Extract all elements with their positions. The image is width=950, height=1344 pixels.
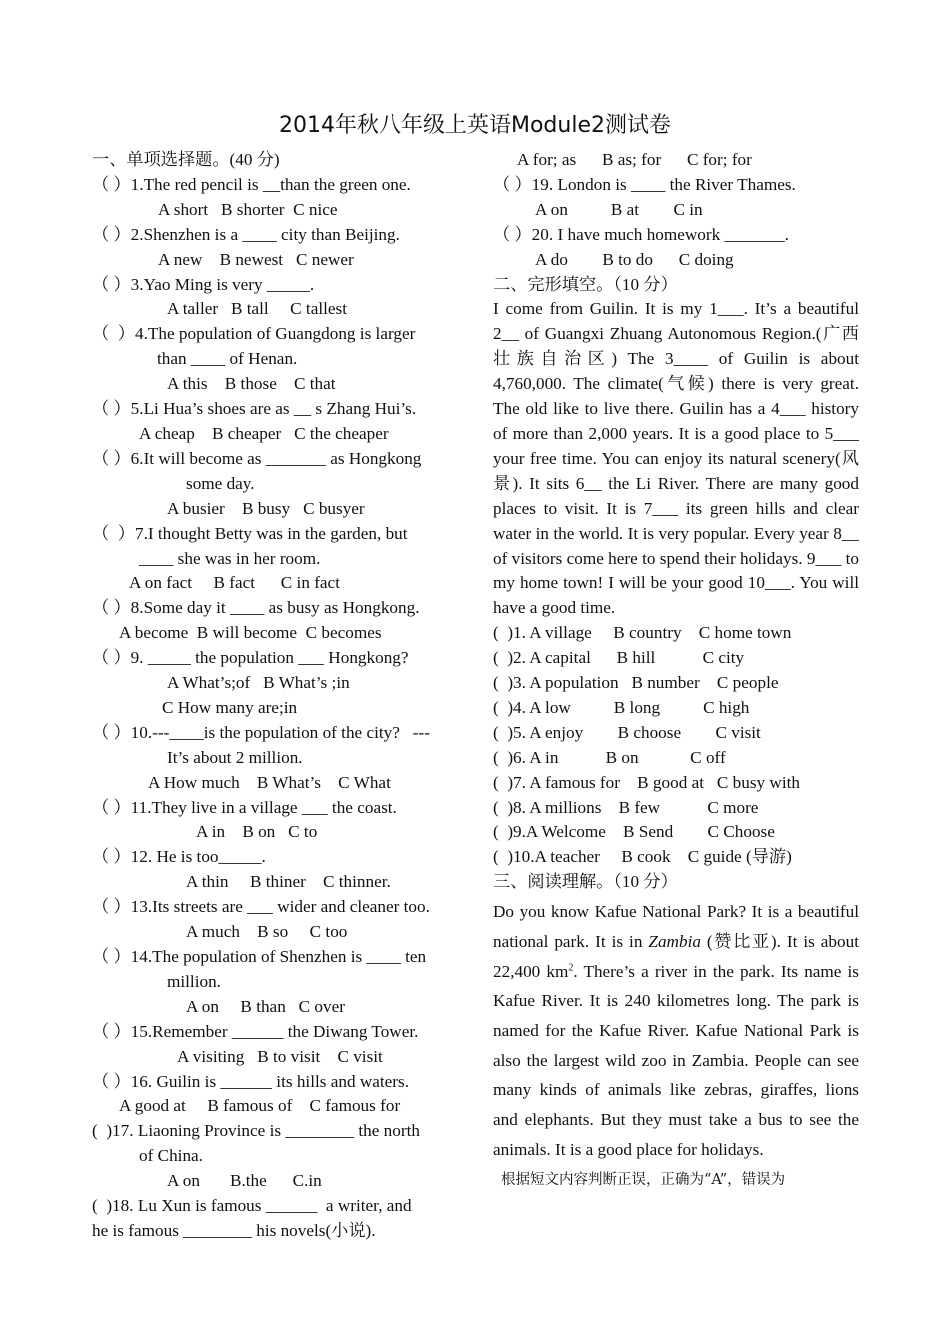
question-line: （ ）16. Guilin is ______ its hills and waters. xyxy=(92,1071,410,1091)
question-line: A What’s;of B What’s ;in xyxy=(167,673,350,693)
question-line: C How many are;in xyxy=(162,697,298,717)
question-line: 二、完形填空。（10 分） xyxy=(493,274,678,294)
right-column xyxy=(493,148,859,1195)
cloze-option-line: ( )7. A famous for B good at C busy with xyxy=(493,772,800,792)
cloze-options xyxy=(493,621,859,870)
page-title: 2014年秋八年级上英语Module2测试卷 xyxy=(279,113,671,138)
question-line: A much B so C too xyxy=(186,922,348,942)
question-line: A taller B tall C tallest xyxy=(167,299,347,319)
reading-text-1: Do you know Kafue National Park? It is a beautiful national park. It is in xyxy=(493,902,859,951)
question-line: A on B at C in xyxy=(535,199,703,219)
question-line: ( )18. Lu Xun is famous ______ a writer, and xyxy=(92,1196,412,1216)
reading-zambia: Zambia xyxy=(648,931,701,951)
reading-text-3: . There’s a river in the park. Its name is Kafue River. It is 240 kilometres long. The park is named for the Kafue River. Kafue National Park is also the largest wild zoo in Zambia. People can see many kinds of animals like zebras, giraffes, lions and elephants. But they must take a bus to see the animals. It is a good place for holidays. xyxy=(493,961,859,1159)
cloze-option-line: ( )4. A low B long C high xyxy=(493,697,750,717)
question-line: he is famous ________ his novels(小说). xyxy=(92,1220,376,1240)
cloze-option-line: ( )10.A teacher B cook C guide (导游) xyxy=(493,847,792,867)
question-line: （ ）14.The population of Shenzhen is ____ ten xyxy=(92,947,427,966)
question-line: 一、单项选择题。(40 分) xyxy=(92,150,280,169)
reading-superscript: 2 xyxy=(568,961,574,973)
question-line: A in B on C to xyxy=(196,822,318,842)
right-top-block xyxy=(493,148,859,297)
question-line: （ ）6.It will become as _______ as Hongkong xyxy=(92,448,422,468)
cloze-option-line: ( )2. A capital B hill C city xyxy=(493,648,745,668)
question-line: A on fact B fact C in fact xyxy=(129,573,340,593)
question-line: （ ）12. He is too_____. xyxy=(92,847,266,867)
question-line: A thin B thiner C thinner. xyxy=(186,872,391,892)
question-line: A How much B What’s C What xyxy=(148,772,391,792)
question-line: A on B.the C.in xyxy=(167,1171,322,1191)
question-line: （ ）11.They live in a village ___ the coast. xyxy=(92,797,397,817)
question-line: ____ she was in her room. xyxy=(139,548,321,568)
question-line: A do B to do C doing xyxy=(535,249,734,269)
question-line: （ ）20. I have much homework _______. xyxy=(493,224,789,244)
question-line: million. xyxy=(167,971,221,991)
question-line: A become B will become C becomes xyxy=(119,623,382,643)
reading-instruction: 根据短文内容判断正误，正确为“A”，错误为 xyxy=(501,1171,786,1188)
reading-passage xyxy=(493,897,859,1164)
question-line: A cheap B cheaper C the cheaper xyxy=(139,423,389,443)
cloze-option-line: ( )8. A millions B few C more xyxy=(493,797,759,817)
question-line: A on B than C over xyxy=(186,996,345,1016)
question-line: It’s about 2 million. xyxy=(167,747,303,767)
cloze-passage: I come from Guilin. It is my 1___. It’s a beautiful 2__ of Guangxi Zhuang Autonomous Region.(广西壮族自治区) The 3____ of Guilin is about 4,760,000. The climate(气候) there is very great. The old like to live there. Guilin has a 4___ history of more than 2,000 years. It is a good place to 5___ your free time. You can enjoy its natural scenery(风景). It sits 6__ the Li River. There are many good places to visit. It is 7___ its green hills and clear water in the world. It is very popular. Every year 8__ of visitors come here to spend their holidays. 9___ to my home town! I will be your good 10___. You will have a good time. xyxy=(493,299,859,618)
question-line: A good at B famous of C famous for xyxy=(119,1096,401,1116)
question-line: A new B newest C newer xyxy=(158,249,354,269)
cloze-option-line: ( )9.A Welcome B Send C Choose xyxy=(493,822,775,842)
question-line: （ ）2.Shenzhen is a ____ city than Beijing. xyxy=(92,224,400,244)
question-line: （ ）19. London is ____ the River Thames. xyxy=(493,174,796,194)
question-line: A busier B busy C busyer xyxy=(167,498,365,518)
question-line: A this B those C that xyxy=(167,374,336,394)
question-line: ( )17. Liaoning Province is ________ the north xyxy=(92,1121,420,1141)
question-line: （ ）9. _____ the population ___ Hongkong? xyxy=(92,648,409,668)
question-line: （ ）15.Remember ______ the Diwang Tower. xyxy=(92,1021,419,1041)
question-line: （ ）13.Its streets are ___ wider and cleaner too. xyxy=(92,897,430,917)
left-column xyxy=(92,148,460,1244)
question-line: than ____ of Henan. xyxy=(157,349,298,369)
question-line: some day. xyxy=(186,473,255,493)
question-line: （ ）8.Some day it ____ as busy as Hongkong. xyxy=(92,598,420,618)
reading-section-header: 三、阅读理解。（10 分） xyxy=(493,872,678,892)
reading-text-2: (赞比亚). It is about 22,400 km xyxy=(493,931,859,981)
cloze-option-line: ( )5. A enjoy B choose C visit xyxy=(493,722,761,742)
question-line: A for; as B as; for C for; for xyxy=(517,150,752,169)
question-line: （ ）7.I thought Betty was in the garden, but xyxy=(92,523,408,543)
cloze-option-line: ( )3. A population B number C people xyxy=(493,673,779,693)
question-line: A short B shorter C nice xyxy=(158,199,338,219)
cloze-option-line: ( )1. A village B country C home town xyxy=(493,623,792,643)
question-line: （ ）10.---____is the population of the city? --- xyxy=(92,722,430,742)
question-line: （ ）5.Li Hua’s shoes are as __ s Zhang Hui’s. xyxy=(92,399,417,419)
question-line: of China. xyxy=(139,1146,203,1166)
cloze-option-line: ( )6. A in B on C off xyxy=(493,747,726,767)
question-line: （ ）3.Yao Ming is very _____. xyxy=(92,274,315,294)
question-line: （ ）4.The population of Guangdong is larger xyxy=(92,324,416,344)
question-line: （ ）1.The red pencil is __than the green one. xyxy=(92,174,411,194)
question-line: A visiting B to visit C visit xyxy=(177,1046,383,1066)
